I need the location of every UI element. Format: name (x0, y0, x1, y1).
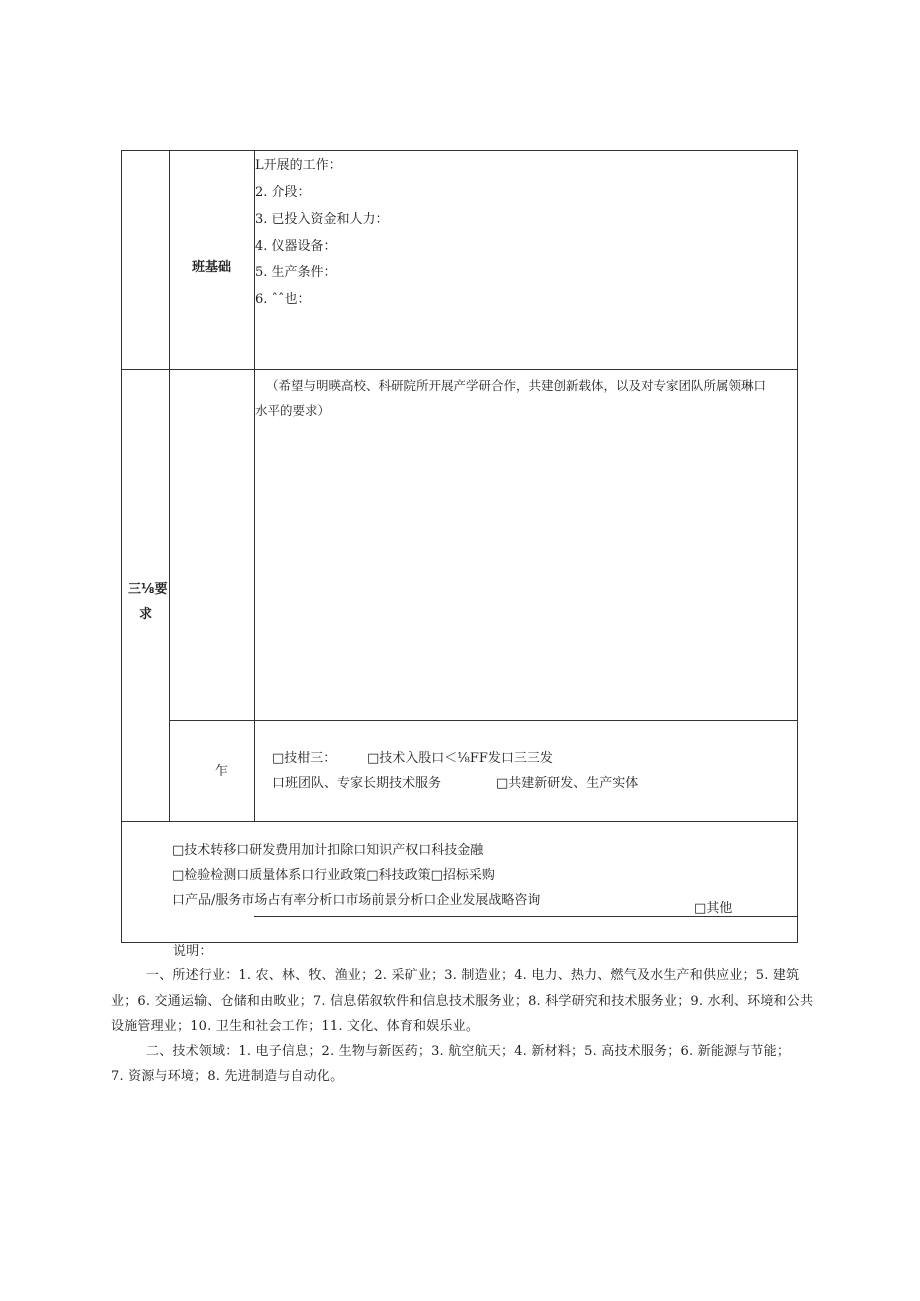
table-divider-row3 (121, 821, 798, 822)
notes-tech-line2: 7. 资源与环境；8. 先进制造与自动化。 (111, 1069, 344, 1084)
table-divider-row2 (169, 720, 798, 721)
section2-description-line1: （希望与明暎高校、科研院所开展产学研合作，共建创新载体，以及对专家团队所属领琳口 (266, 378, 767, 393)
table-divider-row1 (121, 369, 798, 370)
section2-option-technology-b[interactable]: □技术入股口＜⅛FF发口三三发 (367, 751, 553, 766)
section2-option-technology-a[interactable]: □技柑三： (272, 751, 337, 766)
notes-title: 说明： (173, 944, 213, 959)
table-divider-col1 (169, 150, 170, 822)
section3-option-other[interactable]: □其他 (694, 901, 733, 916)
section3-options-line3[interactable]: 口产品/服务市场占有率分析口市场前景分析口企业发展战略咨询 (172, 893, 541, 908)
section1-item-4: 4. 仪器设备： (255, 239, 337, 254)
notes-industry-line2: 业；6. 交通运输、仓储和由畋业；7. 信息偌叙软件和信息技术服务业；8. 科学研究和技术服务业；9. 水利、环境和公共 (111, 994, 814, 1009)
section2-label-line1: 三⅛要 (128, 582, 168, 597)
section1-item-3: 3. 已投入资金和人力： (255, 212, 389, 227)
notes-tech-line1: 二、技术领域：1. 电子信息；2. 生物与新医药；3. 航空航天；4. 新材料；5. 高技术服务；6. 新能源与节能； (146, 1044, 791, 1059)
section1-item-1: L开展的工作： (255, 158, 342, 173)
section2-option-joint-entity[interactable]: □共建新研发、生产实体 (496, 776, 639, 791)
notes-industry-line1: 一、所述行业：1. 农、林、牧、渔业；2. 采矿业；3. 制造业；4. 电力、热力、燃气及水生产和供应业；5. 建筑 (146, 968, 800, 983)
table-border-left (121, 150, 122, 943)
section2-label-line2: 求 (139, 607, 153, 622)
notes-industry-line3: 设施管理业；10. 卫生和社会工作；11. 文化、体育和娱乐业。 (111, 1019, 480, 1034)
section3-options-line2[interactable]: □检验检测口质量体系口行业政策□科技政策□招标采购 (172, 868, 495, 883)
section2-description-line2: 水平的要求） (255, 403, 331, 418)
section1-item-2: 2. 介段： (255, 185, 311, 200)
table-border-top (121, 150, 798, 151)
table-border-right (797, 150, 798, 943)
section3-options-line1[interactable]: □技术转移口研发费用加计扣除口知识产权口科技金融 (172, 843, 484, 858)
section1-label: 班基础 (192, 260, 232, 275)
table-border-bottom (121, 942, 798, 943)
section1-item-6: 6. ˆˆ也： (255, 292, 311, 307)
section2-option-expert-team[interactable]: 口班团队、专家长期技术服务 (272, 776, 442, 791)
section2-sub-label: 乍 (215, 764, 229, 779)
section1-item-5: 5. 生产条件： (255, 265, 337, 280)
